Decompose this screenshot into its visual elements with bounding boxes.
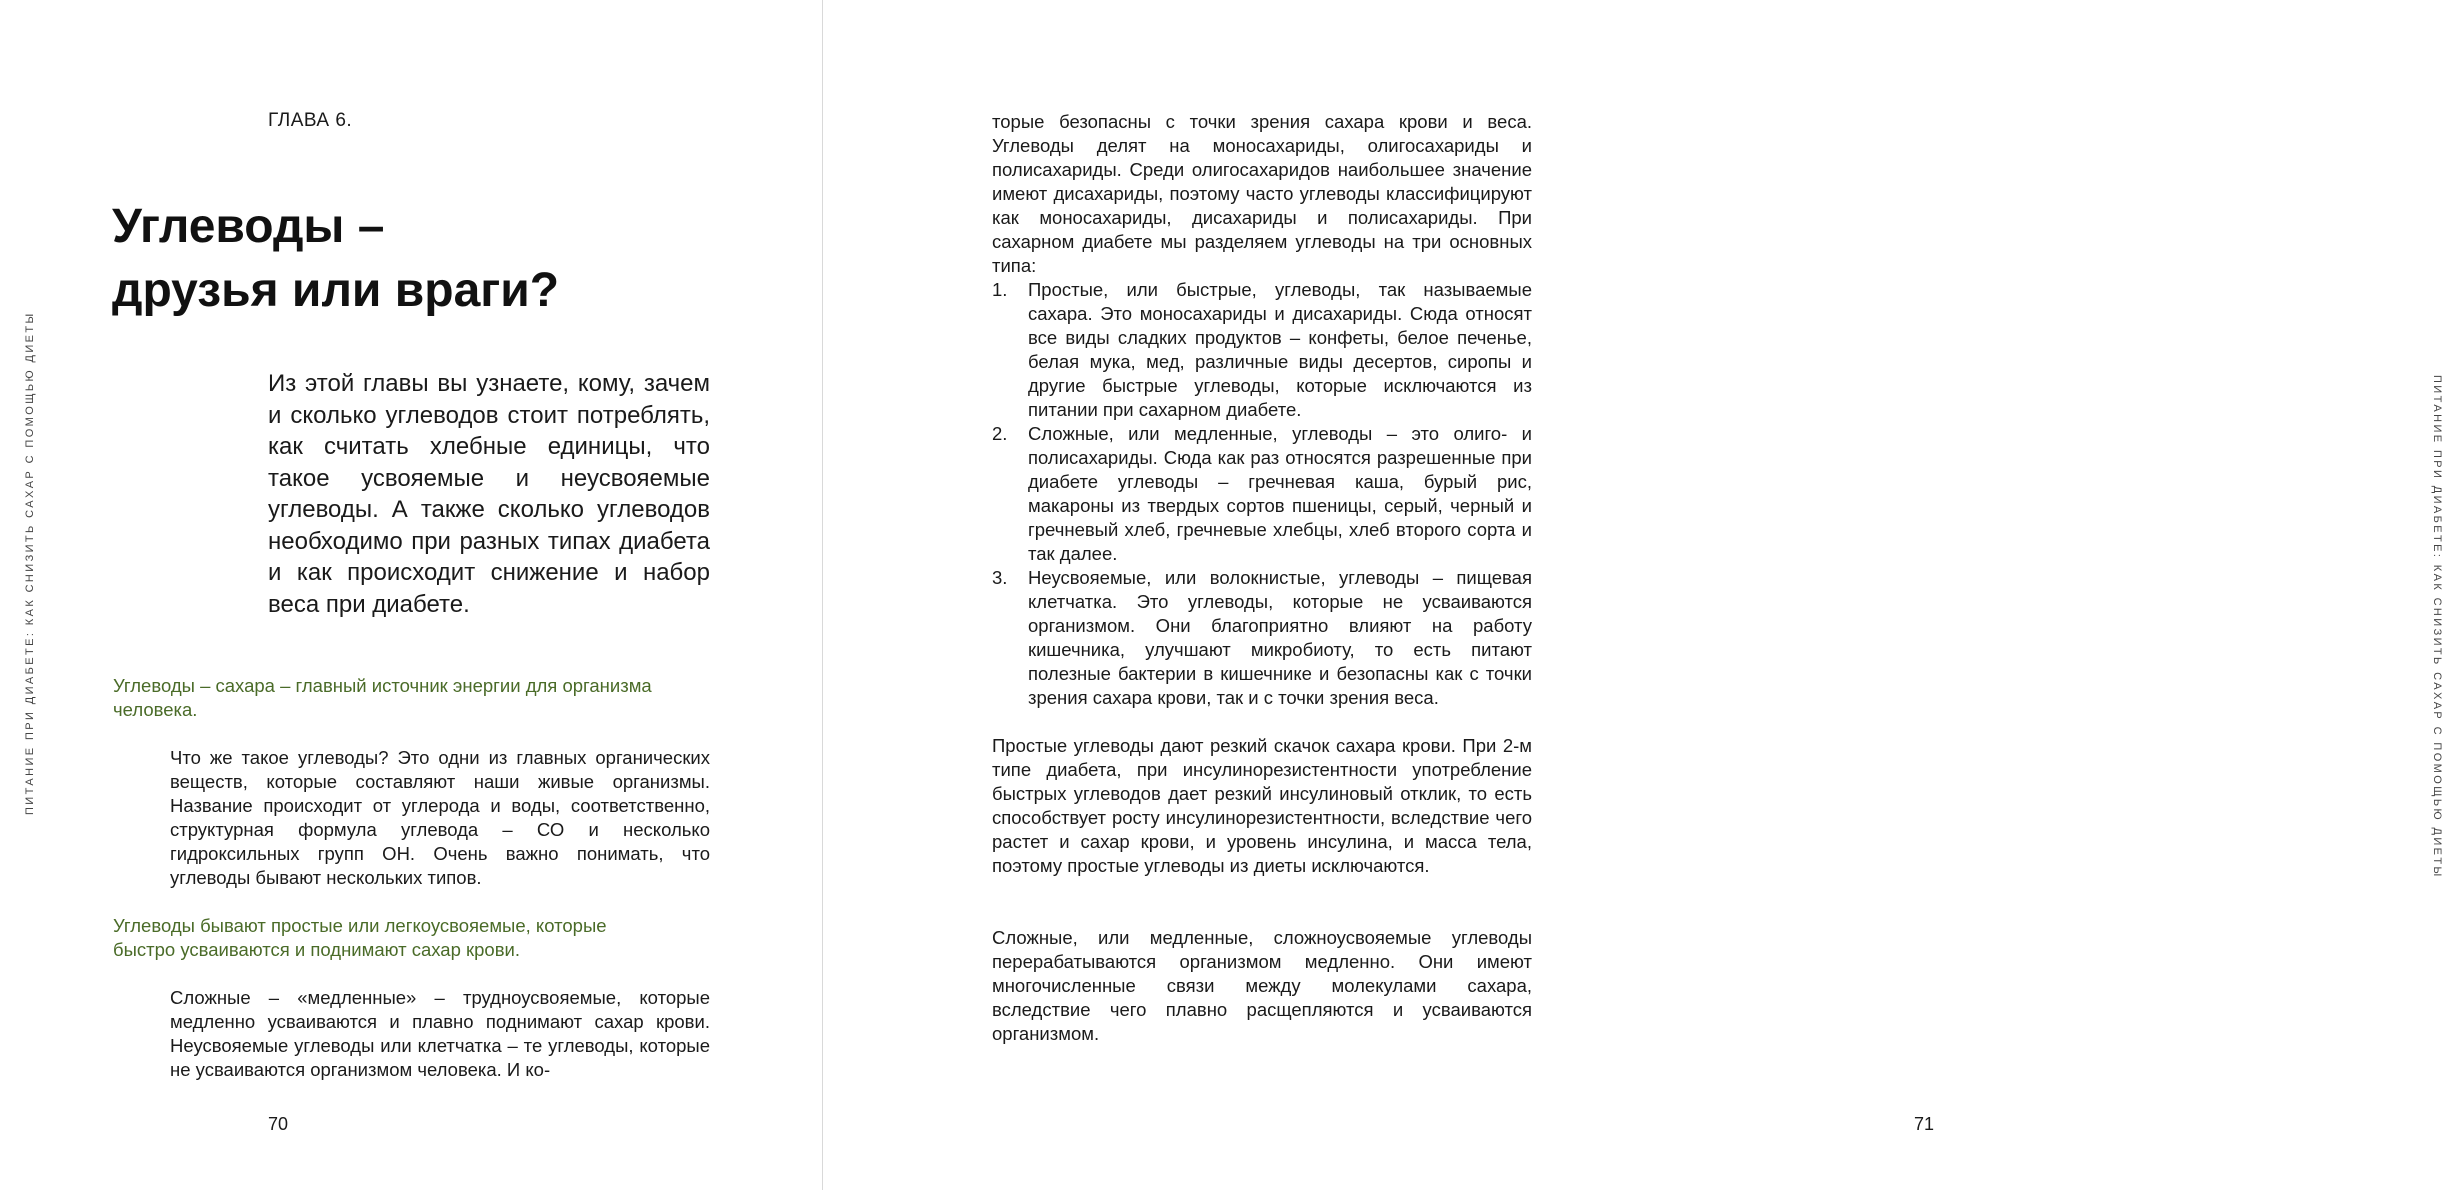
body-paragraph-2: Сложные – «медленные» – трудноусвояемые, которые медленно усваиваются и плавно поднимают сахар крови. Неусвояемые углеводы или клетчатка – те углеводы, которые не усваиваются организмом человека. И ко- — [170, 987, 710, 1080]
list-item-number: 2. — [992, 423, 1008, 444]
highlight-quote-1: Углеводы – сахара – главный источник энергии для организма человека. — [113, 675, 652, 720]
list-item-text: Сложные, или медленные, углеводы – это олиго- и полисахариды. Сюда как раз относятся разрешенные при диабете углеводы – гречневая каша, бурый рис, макароны из твердых сортов пшеницы, серый, черный и гречневый хлеб, гречневые хлебцы, хлеб второго сорта и так далее. — [1028, 423, 1532, 564]
page-number-right: 71 — [1914, 1114, 1935, 1134]
page-number-left: 70 — [268, 1114, 289, 1134]
list-item-number: 3. — [992, 567, 1008, 588]
running-head-left: ПИТАНИЕ ПРИ ДИАБЕТЕ: КАК СНИЗИТЬ САХАР С ПОМОЩЬЮ ДИЕТЫ — [24, 311, 36, 815]
list-item — [992, 422, 1532, 566]
running-head-right: ПИТАНИЕ ПРИ ДИАБЕТЕ: КАК СНИЗИТЬ САХАР С ПОМОЩЬЮ ДИЕТЫ — [2431, 375, 2443, 879]
right-paragraph-2: Простые углеводы дают резкий скачок сахара крови. При 2-м типе диабета, при инсулинорезистентности употребление быстрых углеводов дает резкий инсулиновый отклик, то есть способствует росту инсулинорезистентности, вследствие чего растет и сахар крови, и уровень инсулина, и масса тела, поэтому простые углеводы из диеты исключаются. — [992, 735, 1532, 876]
list-item — [992, 278, 1532, 422]
right-paragraph-1: торые безопасны с точки зрения сахара крови и веса. Углеводы делят на моносахариды, олигосахариды и полисахариды. Среди олигосахаридов наибольшее значение имеют дисахариды, поэтому часто углеводы классифицируют как моносахариды, дисахариды и полисахариды. При сахарном диабете мы разделяем углеводы на три основных типа: — [992, 111, 1532, 276]
right-paragraph-3: Сложные, или медленные, сложноусвояемые углеводы перерабатываются организмом медленно. Они имеют многочисленные связи между молекулами сахара, вследствие чего плавно расщепляются и усваиваются организмом. — [992, 927, 1532, 1044]
chapter-title-line-1: Углеводы – — [112, 200, 385, 253]
list-item-text: Простые, или быстрые, углеводы, так называемые сахара. Это моносахариды и дисахариды. Сюда относят все виды сладких продуктов – конфеты, белое печенье, белая мука, мед, различные виды десертов, сиропы и другие быстрые углеводы, которые исключаются из питании при сахарном диабете. — [1028, 279, 1532, 420]
chapter-intro: Из этой главы вы узнаете, кому, зачем и сколько углеводов стоит потреблять, как считать хлебные единицы, что такое усвояемые и неусвояемые углеводы. А также сколько углеводов необходимо при разных типах диабета и как происходит снижение и набор веса при диабете. — [268, 370, 710, 618]
chapter-title — [112, 195, 632, 323]
list-item — [992, 566, 1532, 710]
left-page — [0, 0, 822, 1190]
carbohydrate-types-list — [992, 278, 1532, 710]
chapter-title-line-2: друзья или враги? — [112, 264, 560, 317]
body-paragraph-1: Что же такое углеводы? Это одни из главных органических веществ, которые составляют наши живые организмы. Название происходит от углерода и воды, соответственно, структурная формула углевода – СО и несколько гидроксильных групп ОН. Очень важно понимать, что углеводы бывают нескольких типов. — [170, 747, 710, 888]
list-item-text: Неусвояемые, или волокнистые, углеводы – пищевая клетчатка. Это углеводы, которые не усваиваются организмом. Они благоприятно влияют на работу кишечника, улучшают микробиоту, то есть питают полезные бактерии в кишечнике и безопасны как с точки зрения сахара крови, так и с точки зрения веса. — [1028, 567, 1532, 708]
chapter-label: ГЛАВА 6. — [268, 110, 353, 131]
list-item-number: 1. — [992, 279, 1008, 300]
highlight-quote-2: Углеводы бывают простые или легкоусвояемые, которые быстро усваиваются и поднимают сахар крови. — [113, 915, 607, 960]
